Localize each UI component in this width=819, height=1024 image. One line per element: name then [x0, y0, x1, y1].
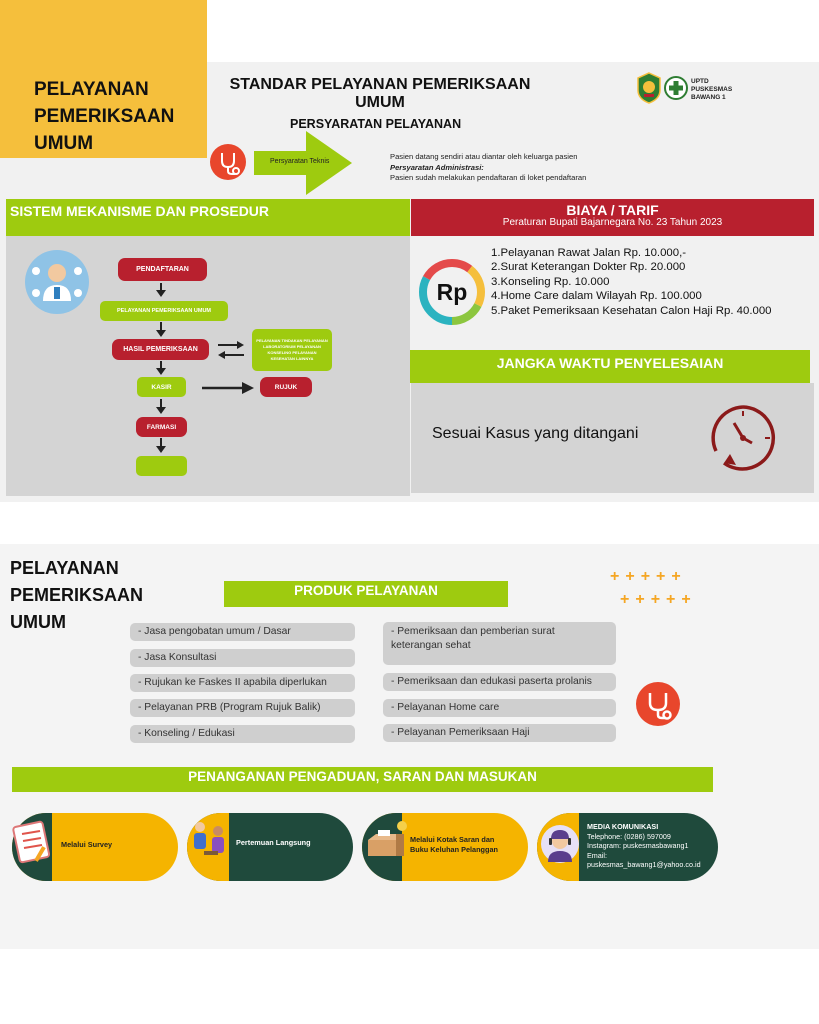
mechanism-heading-bar [6, 199, 410, 236]
flow-end-box [136, 456, 187, 476]
meeting-people-icon [186, 817, 232, 865]
requirements-subtitle: PERSYARATAN PELAYANAN [290, 117, 462, 131]
fee-heading: BIAYA / TARIF [566, 202, 659, 218]
telephone: Telephone: (0286) 597009 [587, 831, 671, 841]
stethoscope-icon [636, 682, 680, 726]
product-item: - Konseling / Edukasi [130, 725, 355, 743]
doctor-illustration-icon [24, 249, 90, 315]
product-item: - Rujukan ke Faskes II apabila diperlukan [130, 674, 355, 692]
fee-heading-bar [411, 199, 814, 236]
meeting-label: Pertemuan Langsung [236, 838, 311, 847]
puskesmas-logo-text: UPTD PUSKESMAS BAWANG 1 [691, 78, 733, 101]
survey-label: Melalui Survey [61, 840, 113, 849]
regency-emblem-icon [636, 72, 662, 104]
flow-arrow-icon [156, 330, 166, 337]
media-contact-info: MEDIA KOMUNIKASI Telephone: (0286) 597009 Instagram: puskesmasbawang1 Email: puskesmas_bawang1@yahoo.co.id [587, 822, 701, 869]
products-page-title: PELAYANAN PEMERIKSAAN UMUM [10, 558, 144, 632]
timeframe-text: Sesuai Kasus yang ditangani [432, 425, 639, 442]
suggestion-box-icon [362, 818, 408, 864]
fee-item: 2.Surat Keterangan Dokter Rp. 20.000 [491, 261, 686, 274]
fee-list [491, 246, 772, 318]
mechanism-heading: SISTEM MEKANISME DAN PROSEDUR [10, 203, 270, 219]
plus-decoration-icon: +++++ [620, 591, 697, 608]
fee-item: 5.Paket Pemeriksaan Kesehatan Calon Haji Rp. 40.000 [491, 304, 772, 317]
flow-farmasi: FARMASI [136, 417, 187, 437]
timeframe-heading-bar [410, 350, 810, 383]
rupiah-icon [417, 257, 487, 327]
flow-pelayanan: PELAYANAN PEMERIKSAAN UMUM [100, 301, 228, 321]
flow-kasir: KASIR [137, 377, 186, 397]
flow-arrow-icon [156, 290, 166, 297]
product-item: - Pelayanan PRB (Program Rujuk Balik) [130, 699, 355, 717]
technical-requirements-label: Persyaratan Teknis [270, 158, 330, 165]
standard-title: STANDAR PELAYANAN PEMERIKSAAN UMUM [229, 76, 531, 111]
product-item: - Jasa Konsultasi [130, 649, 355, 667]
svg-text:Rp: Rp [436, 279, 468, 305]
complaints-heading-bar [12, 767, 713, 792]
page-title: PELAYANAN PEMERIKSAAN UMUM [34, 79, 175, 154]
flow-pendaftaran: PENDAFTARAN [118, 258, 207, 281]
plus-decoration-icon: +++++ [610, 568, 687, 585]
fee-item: 4.Home Care dalam Wilayah Rp. 100.000 [491, 290, 702, 303]
flow-arrow-icon [156, 368, 166, 375]
product-item: - Pemeriksaan dan edukasi paserta prolanis [383, 673, 616, 691]
clock-icon [706, 401, 780, 475]
survey-clipboard-icon [8, 818, 54, 864]
complaints-heading: PENANGANAN PENGADUAN, SARAN DAN MASUKAN [188, 769, 537, 784]
flow-hasil-pemeriksaan: HASIL PEMERIKSAAN [112, 339, 209, 360]
customer-service-icon [540, 824, 580, 864]
product-item: - Pelayanan Pemeriksaan Haji [383, 724, 616, 742]
email: puskesmas_bawang1@yahoo.co.id [587, 860, 701, 869]
products-heading: PRODUK PELAYANAN [294, 583, 438, 598]
puskesmas-logo-icon [664, 76, 688, 100]
product-item: - Pemeriksaan dan pemberian surat keterangan sehat [383, 622, 616, 665]
title-box [0, 0, 207, 158]
timeframe-heading: JANGKA WAKTU PENYELESAIAN [496, 355, 724, 371]
fee-item: 3.Konseling Rp. 10.000 [491, 275, 610, 288]
product-item: - Pelayanan Home care [383, 699, 616, 717]
fee-regulation: Peraturan Bupati Bajarnegara No. 23 Tahun 2023 [502, 217, 723, 228]
product-item: - Jasa pengobatan umum / Dasar [130, 623, 355, 641]
stethoscope-icon [210, 144, 246, 180]
flow-arrow-icon [156, 446, 166, 453]
flow-arrow-icon [156, 407, 166, 414]
requirements-text: Pasien datang sendiri atau diantar oleh keluarga pasien Persyaratan Administrasi: Pasien sudah melakukan pendaftaran di loket pendaftaran [390, 152, 587, 182]
flow-right-arrow-icon [202, 382, 254, 394]
fee-item: 1.Pelayanan Rawat Jalan Rp. 10.000,- [491, 247, 687, 259]
flow-tindakan: PELAYANAN TINDAKAN PELAYANAN LABORATORIUM PELAYANAN KONSELING PELAYANAN KESEHATAN LAINNYA [252, 329, 332, 371]
flow-rujuk: RUJUK [260, 377, 312, 397]
suggestion-box-label: Melalui Kotak Saran dan Buku Keluhan Pelanggan [410, 835, 498, 854]
instagram: Instagram: puskesmasbawang1 [587, 841, 689, 850]
products-heading-bar [224, 581, 508, 607]
flow-bidirectional-arrow-icon [216, 339, 246, 361]
